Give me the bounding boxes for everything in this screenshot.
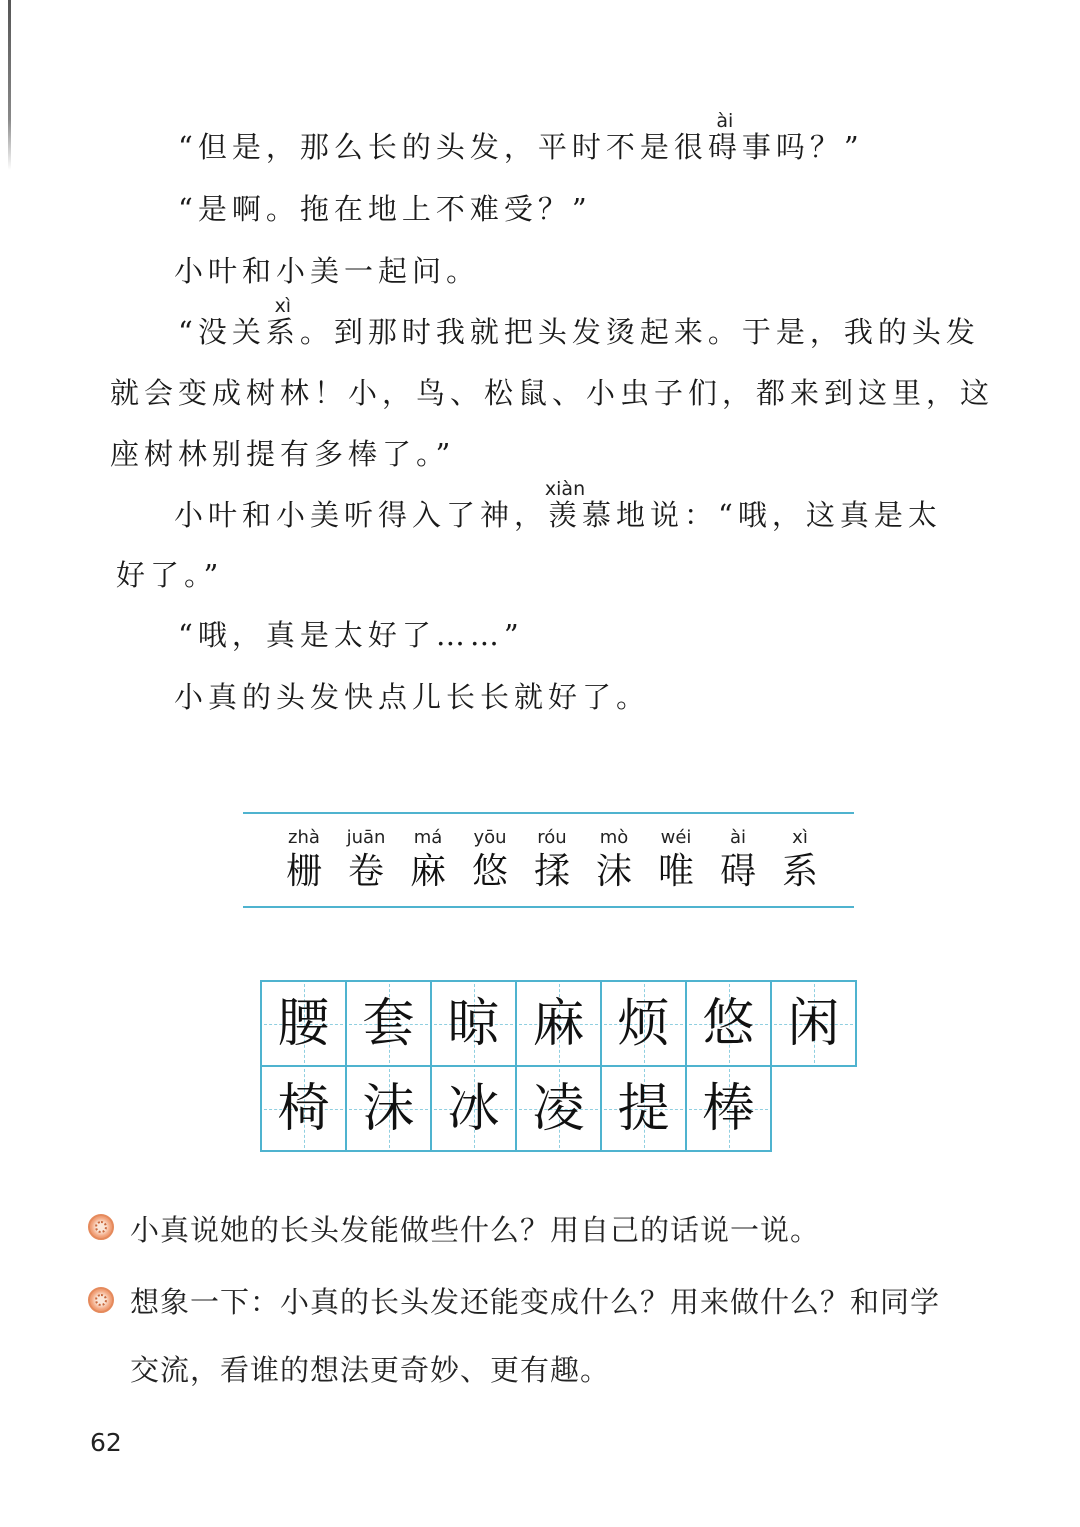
text-segment: 小叶和小美听得入了神， [174,498,549,532]
grid-cell [260,1065,347,1152]
vocab-item [273,826,335,894]
story-line-7 [174,478,942,532]
grid-cell [430,980,517,1067]
character: 椅 [277,1078,330,1139]
pinyin: zhà [288,827,320,848]
text-segment: 。到那时我就把头发烫起来。于是，我的头发 [299,315,980,349]
grid-cell [600,980,687,1067]
character: 卷 [347,851,384,892]
character: 悠 [471,851,508,892]
character: 套 [362,993,415,1054]
story-line-1 [178,110,864,164]
text-segment: “没关 [178,315,266,349]
grid-cell [685,980,772,1067]
vocab-item [769,826,831,894]
pinyin: róu [537,827,567,848]
pinyin: mò [599,827,629,848]
grid-cell [345,1065,432,1152]
character: 唯 [657,851,694,892]
pinyin: xì [792,827,808,848]
pinyin: juān [346,827,386,848]
character: 凌 [532,1078,585,1139]
character: 棒 [702,1078,755,1139]
vocab-item [397,826,459,894]
character: 沫 [362,1078,415,1139]
story-line-5: 就会变成树林！小，鸟、松鼠、小虫子们，都来到这里，这 [110,376,995,410]
character: 闲 [787,993,840,1054]
character: 腰 [277,993,330,1054]
question-2-line-1: 想象一下：小真的长头发还能变成什么？用来做什么？和同学 [130,1285,941,1319]
vocab-item [459,826,521,894]
character: 碍 [719,851,756,892]
vocabulary-band [243,812,854,908]
exercise-seal-icon [88,1214,114,1240]
story-line-10: 小真的头发快点儿长长就好了。 [174,680,651,714]
grid-row-1 [260,980,855,1065]
story-line-6: 座树林别提有多棒了。” [110,437,456,471]
pinyin-annotation: ài [716,110,734,132]
exercise-seal-icon [88,1287,114,1313]
character: 提 [617,1078,670,1139]
grid-cell [260,980,347,1067]
text-segment: 事吗？” [741,130,864,164]
vocabulary-list [273,826,831,894]
character: 晾 [447,993,500,1054]
character: 揉 [533,851,570,892]
page-number: 62 [90,1428,122,1457]
character: 麻 [532,993,585,1054]
story-line-2: “是啊。拖在地上不难受？” [178,192,592,226]
story-line-8: 好了。” [116,558,224,592]
text-segment: 慕地说：“哦，这真是太 [582,498,942,532]
writing-grid [260,980,855,1150]
char: 系 [265,315,300,349]
vocab-item [583,826,645,894]
pinyin: ài [729,827,747,848]
grid-cell [770,980,857,1067]
grid-cell [600,1065,687,1152]
annotated-char [544,478,586,532]
pinyin-annotation: xì [274,295,292,317]
character: 沫 [595,851,632,892]
pinyin-annotation: xiàn [544,478,586,500]
char: 碍 [707,130,742,164]
character: 冰 [447,1078,500,1139]
character: 麻 [409,851,446,892]
question-1: 小真说她的长头发能做些什么？用自己的话说一说。 [130,1213,821,1247]
grid-cell [685,1065,772,1152]
annotated-char [707,110,742,164]
story-line-4 [178,295,980,349]
grid-cell [515,1065,602,1152]
annotated-char [265,295,300,349]
pinyin: yōu [473,827,507,848]
grid-row-2 [260,1065,855,1150]
grid-cell [515,980,602,1067]
question-2-line-2: 交流，看谁的想法更奇妙、更有趣。 [130,1353,611,1387]
vocab-item [335,826,397,894]
story-line-9: “哦，真是太好了……” [178,618,524,652]
text-segment: “但是，那么长的头发，平时不是很 [178,130,708,164]
grid-cell [430,1065,517,1152]
character: 系 [781,851,818,892]
pinyin: wéi [660,827,692,848]
char: 羡 [548,498,583,532]
character: 烦 [617,993,670,1054]
character: 栅 [285,851,322,892]
pinyin: má [413,827,443,848]
character: 悠 [702,993,755,1054]
vocab-item [521,826,583,894]
story-line-3: 小叶和小美一起问。 [174,254,481,288]
grid-cell [345,980,432,1067]
vocab-item [707,826,769,894]
vocab-item [645,826,707,894]
page-spine-edge [8,0,11,170]
